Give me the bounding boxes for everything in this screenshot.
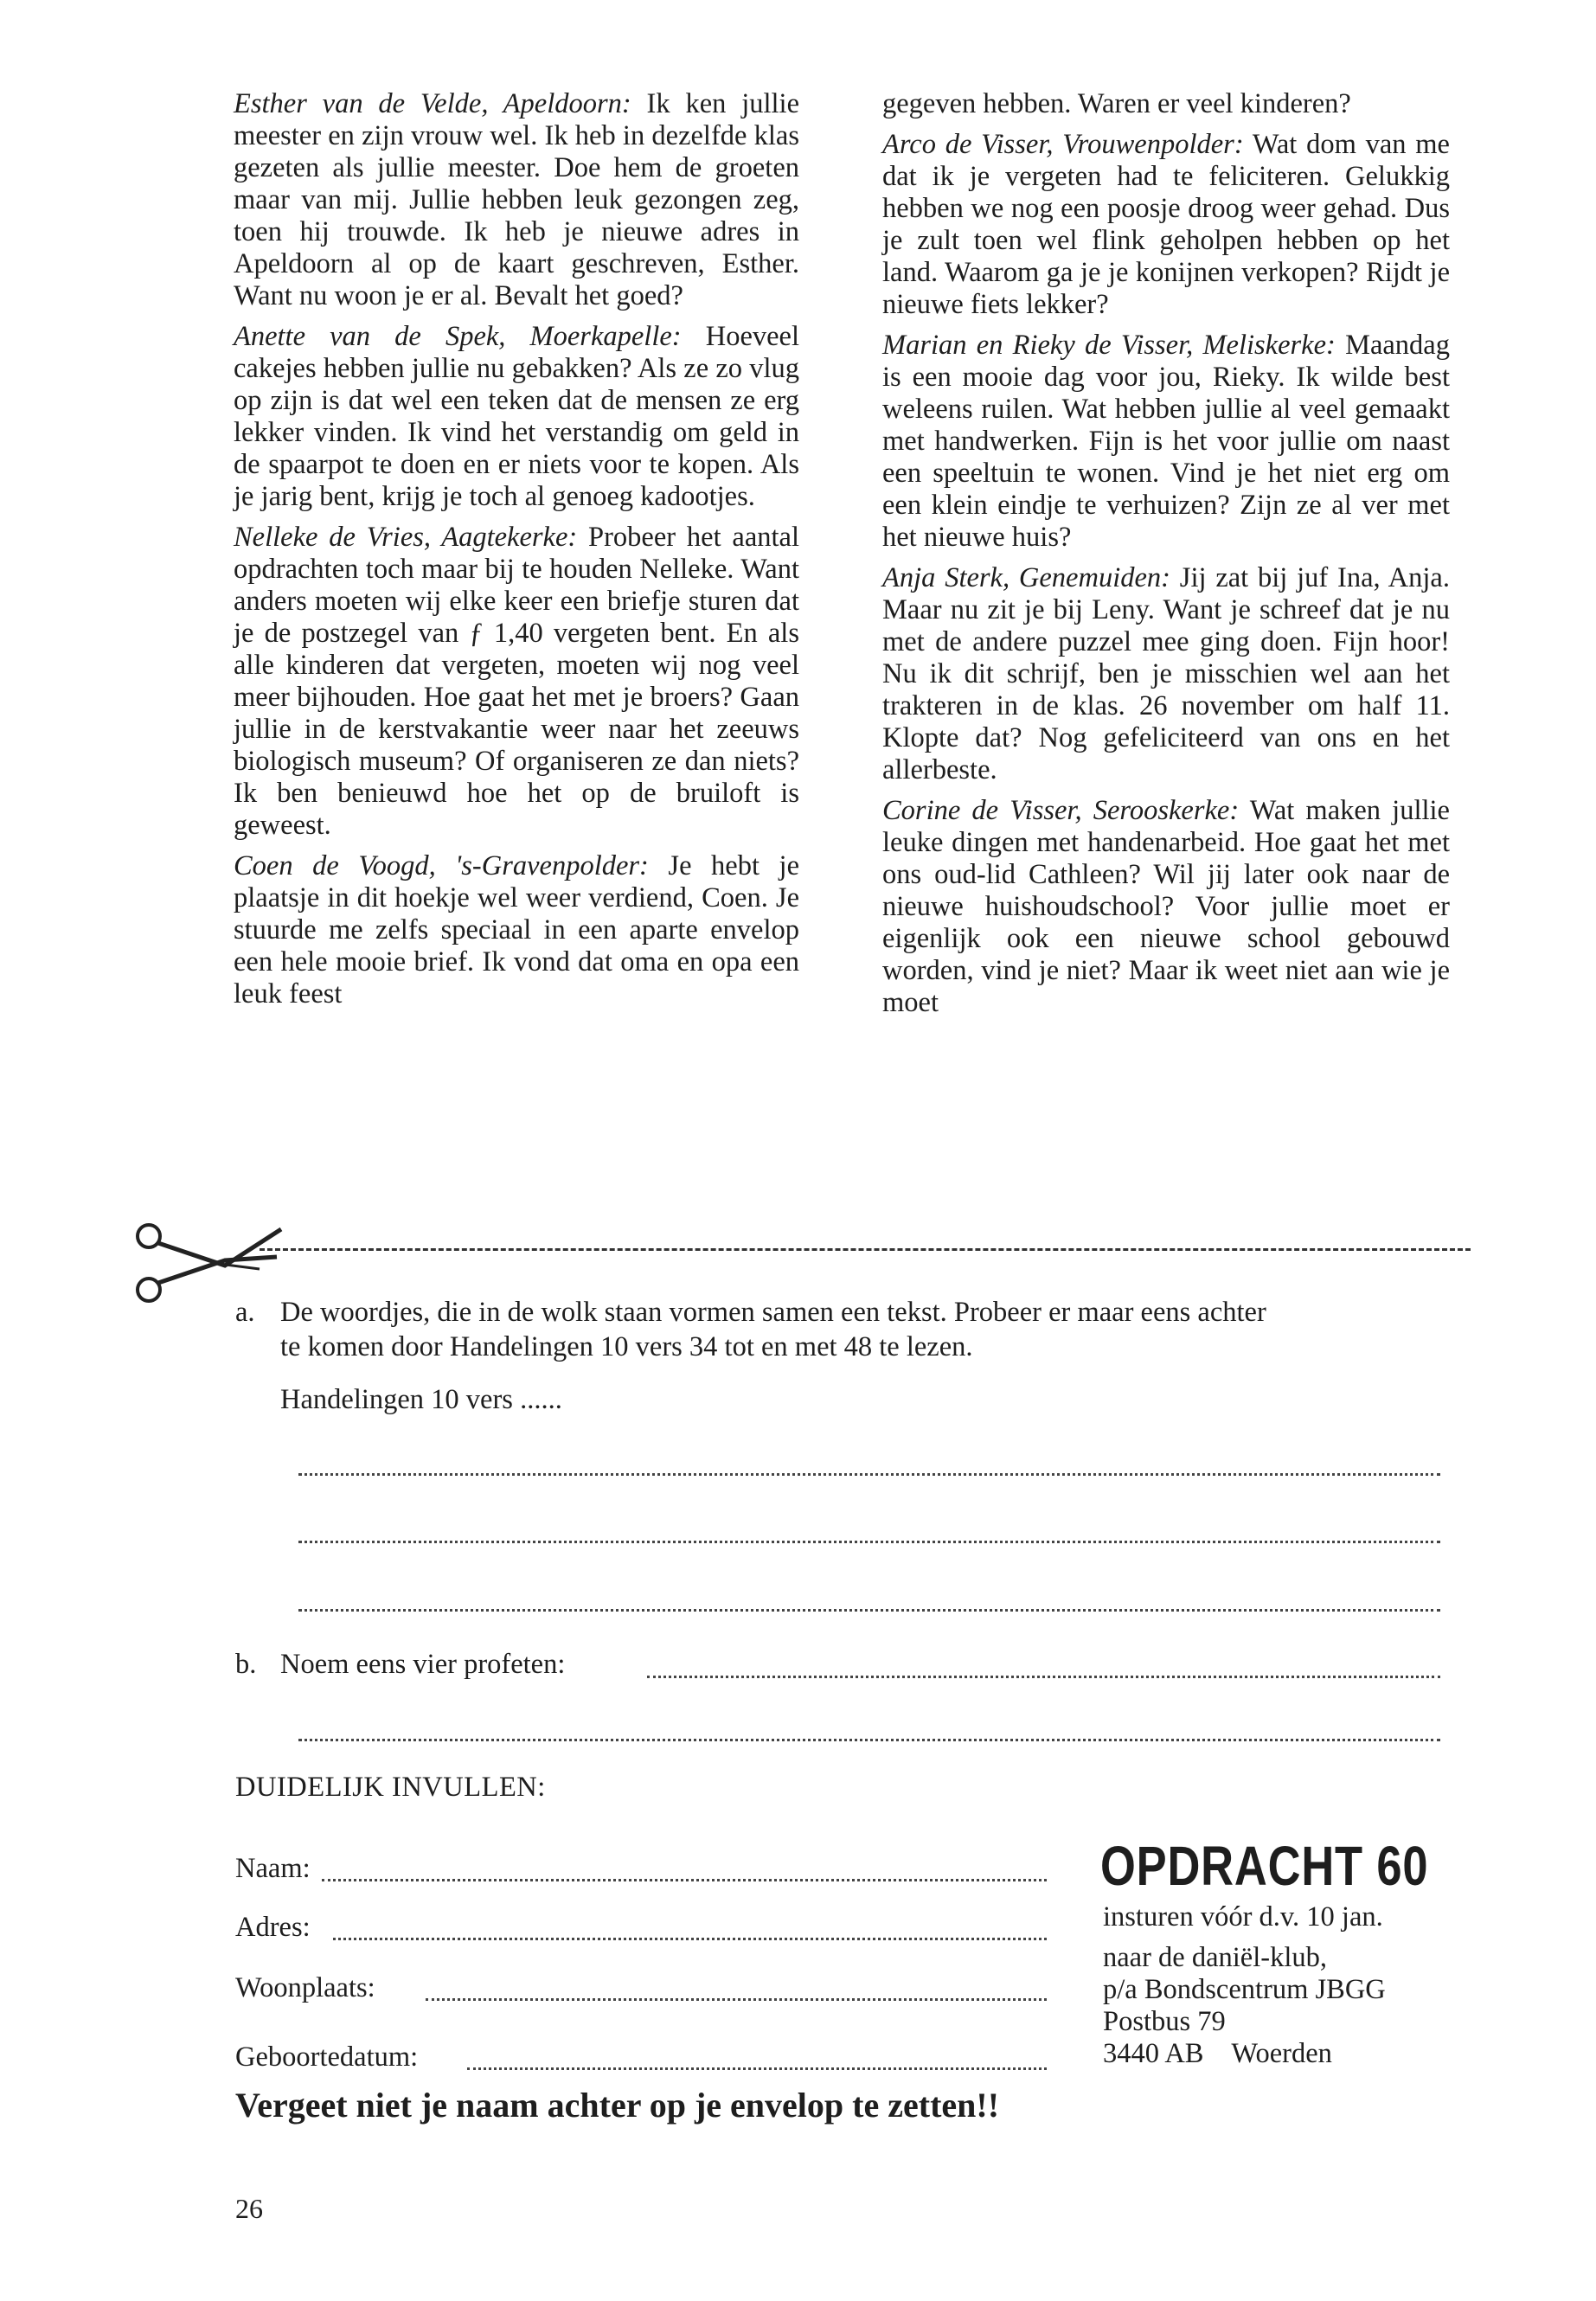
deadline-text: insturen vóór d.v. 10 jan. — [1103, 1901, 1383, 1932]
page-number: 26 — [235, 2193, 263, 2224]
prophets-line-1[interactable] — [647, 1676, 1440, 1678]
letter-paragraph — [234, 321, 799, 513]
city-field-label: Woonplaats: — [235, 1972, 375, 2003]
address-field-label: Adres: — [235, 1912, 311, 1943]
letter-paragraph — [882, 562, 1450, 786]
right-column — [882, 88, 1450, 1028]
opdracht-title: OPDRACHT 60 — [1100, 1835, 1429, 1897]
letter-recipient: Anja Sterk, Genemuiden: — [882, 562, 1170, 593]
question-b — [235, 1647, 565, 1682]
letter-paragraph — [882, 129, 1450, 321]
city-field[interactable] — [426, 1998, 1047, 2001]
question-b-text: Noem eens vier profeten: — [280, 1649, 566, 1680]
letter-text: Probeer het aantal opdrachten toch maar bij te houden Nelleke. Want anders moeten wij elke keer een briefje sturen dat je de postzegel van ƒ 1,40 vergeten bent. En als alle kinderen dat vergeten, moeten wij nog veel meer bijhouden. Hoe gaat het met je broers? Gaan jullie in de kerstvakantie weer naar het zeeuws biologisch museum? Of organiseren ze dan niets? Ik ben benieuwd hoe het op de bruiloft is geweest. — [234, 522, 799, 841]
letter-paragraph — [234, 88, 799, 312]
answer-line-3[interactable] — [298, 1609, 1440, 1612]
birthdate-field[interactable] — [467, 2067, 1047, 2070]
letter-paragraph — [882, 88, 1450, 120]
letter-recipient: Coen de Voogd, 's-Gravenpolder: — [234, 850, 649, 881]
address-line-2: p/a Bondscentrum JBGG — [1103, 1974, 1386, 2005]
letter-paragraph — [882, 795, 1450, 1019]
question-a — [235, 1295, 1266, 1330]
left-column — [234, 88, 799, 1019]
letter-text: Hoeveel cakejes hebben jullie nu gebakken? Als ze zo vlug op zijn is dat wel een teken dat de mensen ze erg lekker vinden. Ik vind het verstandig om geld in de spaarpot te doen en er niets voor te kopen. Als je jarig bent, krijg je toch al genoeg kadootjes. — [234, 321, 800, 512]
letter-text: gegeven hebben. Waren er veel kinderen? — [882, 88, 1351, 119]
letter-paragraph — [234, 522, 799, 842]
letter-recipient: Corine de Visser, Serooskerke: — [882, 795, 1240, 826]
name-field[interactable] — [322, 1879, 1047, 1881]
letter-text: Wat maken jullie leuke dingen met handenarbeid. Hoe gaat het met ons oud-lid Cathleen? Wil jij later ook naar de nieuwe huishoudschool? Voor jullie moet er eigenlijk ook een nieuwe school gebouwd worden, vind je niet? Maar ik weet niet aan wie je moet — [882, 795, 1450, 1018]
letter-recipient: Anette van de Spek, Moerkapelle: — [234, 321, 682, 352]
letter-paragraph — [234, 850, 799, 1010]
letter-text: Jij zat bij juf Ina, Anja. Maar nu zit je bij Leny. Want je schreef dat je nu met de andere puzzel mee ging doen. Fijn hoor! Nu ik dit schrijf, ben je misschien wel aan het trakteren in de klas. 26 november om half 11. Klopte dat? Nog gefeliciteerd van ons en het allerbeste. — [882, 562, 1450, 785]
address-line-1: naar de daniël-klub, — [1103, 1942, 1327, 1973]
form-heading: DUIDELIJK INVULLEN: — [235, 1772, 546, 1803]
cut-line — [260, 1248, 1471, 1251]
letter-recipient: Esther van de Velde, Apeldoorn: — [234, 88, 631, 119]
question-a-label: a. — [235, 1297, 255, 1328]
letter-text: Maandag is een mooie dag voor jou, Rieky. Ik wilde best weleens ruilen. Wat hebben jullie al veel gemaakt met handwerken. Fijn is het voor jullie om naast een speeltuin te wonen. Vind je het niet erg om een klein eindje te verhuizen? Zijn ze al ver met het nieuwe huis? — [882, 330, 1450, 553]
prophets-line-2[interactable] — [298, 1739, 1440, 1741]
letter-paragraph — [882, 330, 1450, 554]
answer-line-1[interactable] — [298, 1473, 1440, 1476]
letter-recipient: Arco de Visser, Vrouwenpolder: — [882, 129, 1244, 160]
question-a-answer-prefix: Handelingen 10 vers ...... — [280, 1384, 562, 1415]
letter-recipient: Nelleke de Vries, Aagtekerke: — [234, 522, 578, 553]
question-a-line1: De woordjes, die in de wolk staan vormen samen een tekst. Probeer er maar eens achter — [280, 1297, 1266, 1328]
letter-text: Wat dom van me dat ik je vergeten had te feliciteren. Gelukkig hebben we nog een poosje droog weer gehad. Dus je zult toen wel flink geholpen hebben op het land. Waarom ga je je konijnen verkopen? Rijdt je nieuwe fiets lekker? — [882, 129, 1450, 320]
address-field[interactable] — [333, 1938, 1047, 1940]
letter-text: Je hebt je plaatsje in dit hoekje wel weer verdiend, Coen. Je stuurde me zelfs speciaal in een aparte envelop een hele mooie brief. Ik vond dat oma en opa een leuk feest — [234, 850, 800, 1009]
question-b-label: b. — [235, 1649, 257, 1680]
answer-line-2[interactable] — [298, 1541, 1440, 1543]
name-field-label: Naam: — [235, 1853, 311, 1884]
letter-recipient: Marian en Rieky de Visser, Meliskerke: — [882, 330, 1336, 361]
question-a-line2: te komen door Handelingen 10 vers 34 tot en met 48 te lezen. — [280, 1331, 973, 1362]
letter-text: Ik ken jullie meester en zijn vrouw wel. Ik heb in dezelfde klas gezeten als jullie meester. Doe hem de groeten maar van mij. Jullie hebben leuk gezongen zeg, toen hij trouwde. Ik heb je nieuwe adres in Apeldoorn al op de kaart geschreven, Esther. Want nu woon je er al. Bevalt het goed? — [234, 88, 799, 311]
address-line-3: Postbus 79 — [1103, 2006, 1226, 2037]
reminder-text: Vergeet niet je naam achter op je envelop te zetten!! — [235, 2086, 1000, 2125]
birthdate-field-label: Geboortedatum: — [235, 2041, 419, 2073]
address-line-4: 3440 AB Woerden — [1103, 2038, 1332, 2069]
